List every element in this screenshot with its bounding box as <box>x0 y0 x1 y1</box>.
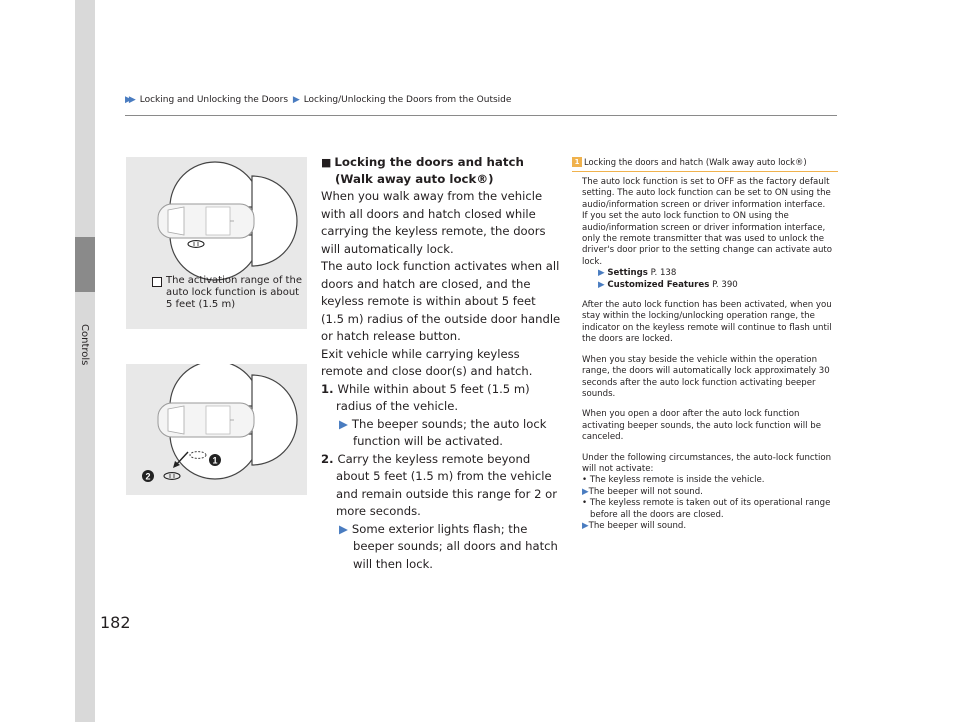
sidebar-section-label <box>76 324 90 342</box>
breadcrumb-arrow-icon: ▶▶ <box>125 95 133 105</box>
reference-arrow-icon: ▶ <box>598 279 605 290</box>
step-marker-1 <box>209 454 221 466</box>
range-legend-swatch <box>152 277 162 287</box>
side-note <box>572 154 838 532</box>
car-top-view-icon <box>158 204 254 238</box>
note-bullet: • The keyless remote is inside the vehicle. <box>582 475 765 486</box>
result-arrow-icon: ▶ <box>339 416 348 431</box>
note-body: The auto lock function is set to OFF as the factory default setting. The auto lock function can be set to ON using the audio/information screen or driver information interface. If you set the auto lock function to ON using the audio/information screen or driver information interface, only the remote transmitter that was used to unlock the driver's door prior to the setting change can activate auto lock. ▶ Settings P. 138 ▶ Customized Features P. 390 After the auto lock function has been activated, when you stay within the locking/unlocking operation range, the indicator on the keyless remote will continue to flash until the doors are locked. When you stay beside the vehicle within the operation range, the doors will automatically lock approximately 30 seconds after the auto lock function activating beeper sounds. When you open a door after the auto lock function activating beeper sounds, the auto lock function will be canceled. Under the following circumstances, the auto-lock function will not activate: • The keyless remote is inside the vehicle. ▶The beeper will not sound. • The keyless remote is taken out of its operational range before all the doors are closed. ▶The beeper will sound. <box>572 172 838 532</box>
keyless-remote-icon <box>164 473 180 480</box>
cross-reference-customized-features[interactable]: ▶ Customized Features P. 390 <box>598 279 738 290</box>
note-bullet-result: ▶The beeper will sound. <box>582 520 687 531</box>
page-number: 182 <box>100 613 131 632</box>
note-bullet: • The keyless remote is taken out of its operational range before all the doors are closed. <box>582 498 831 520</box>
paragraph: When you walk away from the vehicle with all doors and hatch closed while carrying the keyless remote, the doors will automatically lock. <box>321 189 546 256</box>
paragraph: The auto lock function activates when all doors and hatch are closed, and the keyless remote is within about 5 feet (1.5 m) radius of the outside door handle or hatch release button. <box>321 259 561 343</box>
breadcrumb-arrow-icon: ▶ <box>292 95 297 105</box>
section-square-icon: ■ <box>321 156 332 169</box>
main-content <box>321 154 561 573</box>
breadcrumb <box>125 95 511 105</box>
note-header <box>572 154 838 172</box>
svg-text:2: 2 <box>145 471 151 482</box>
walk-away-illustration <box>126 364 307 495</box>
result-arrow-icon: ▶ <box>339 521 348 536</box>
step-2-result: ▶ Some exterior lights flash; the beeper sounds; all doors and hatch will then lock. <box>339 521 558 571</box>
step-2: 2. Carry the keyless remote beyond about 5 feet (1.5 m) from the vehicle and remain outside this range for 2 or more seconds. <box>321 451 558 518</box>
step-1-result: ▶ The beeper sounds; the auto lock function will be activated. <box>339 416 547 448</box>
step-1: 1. While within about 5 feet (1.5 m) radius of the vehicle. <box>321 381 530 413</box>
cross-reference-settings[interactable]: ▶ Settings P. 138 <box>598 268 677 279</box>
car-top-view-icon <box>158 403 254 437</box>
walk-away-sequence-figure <box>126 364 307 495</box>
header-divider <box>125 115 837 116</box>
note-title: Locking the doors and hatch (Walk away auto lock®) <box>584 157 807 167</box>
breadcrumb-item[interactable]: Locking/Unlocking the Doors from the Outside <box>303 95 512 105</box>
note-number-badge: 1 <box>572 157 582 167</box>
sidebar-section-tab[interactable] <box>75 237 95 292</box>
step-marker-2 <box>142 470 154 482</box>
result-arrow-icon: ▶ <box>582 520 589 531</box>
reference-arrow-icon: ▶ <box>598 268 605 279</box>
note-bullet-result: ▶The beeper will not sound. <box>582 486 703 497</box>
breadcrumb-item[interactable]: Locking and Unlocking the Doors <box>139 95 289 105</box>
activation-range-figure <box>126 157 307 329</box>
paragraph: Exit vehicle while carrying keyless remote and close door(s) and hatch. <box>321 346 533 378</box>
svg-text:1: 1 <box>212 455 218 466</box>
result-arrow-icon: ▶ <box>582 486 589 497</box>
figure-caption: The activation range of the auto lock function is about 5 feet (1.5 m) <box>152 275 302 311</box>
section-heading: ■ Locking the doors and hatch (Walk away auto lock®) <box>321 155 524 186</box>
